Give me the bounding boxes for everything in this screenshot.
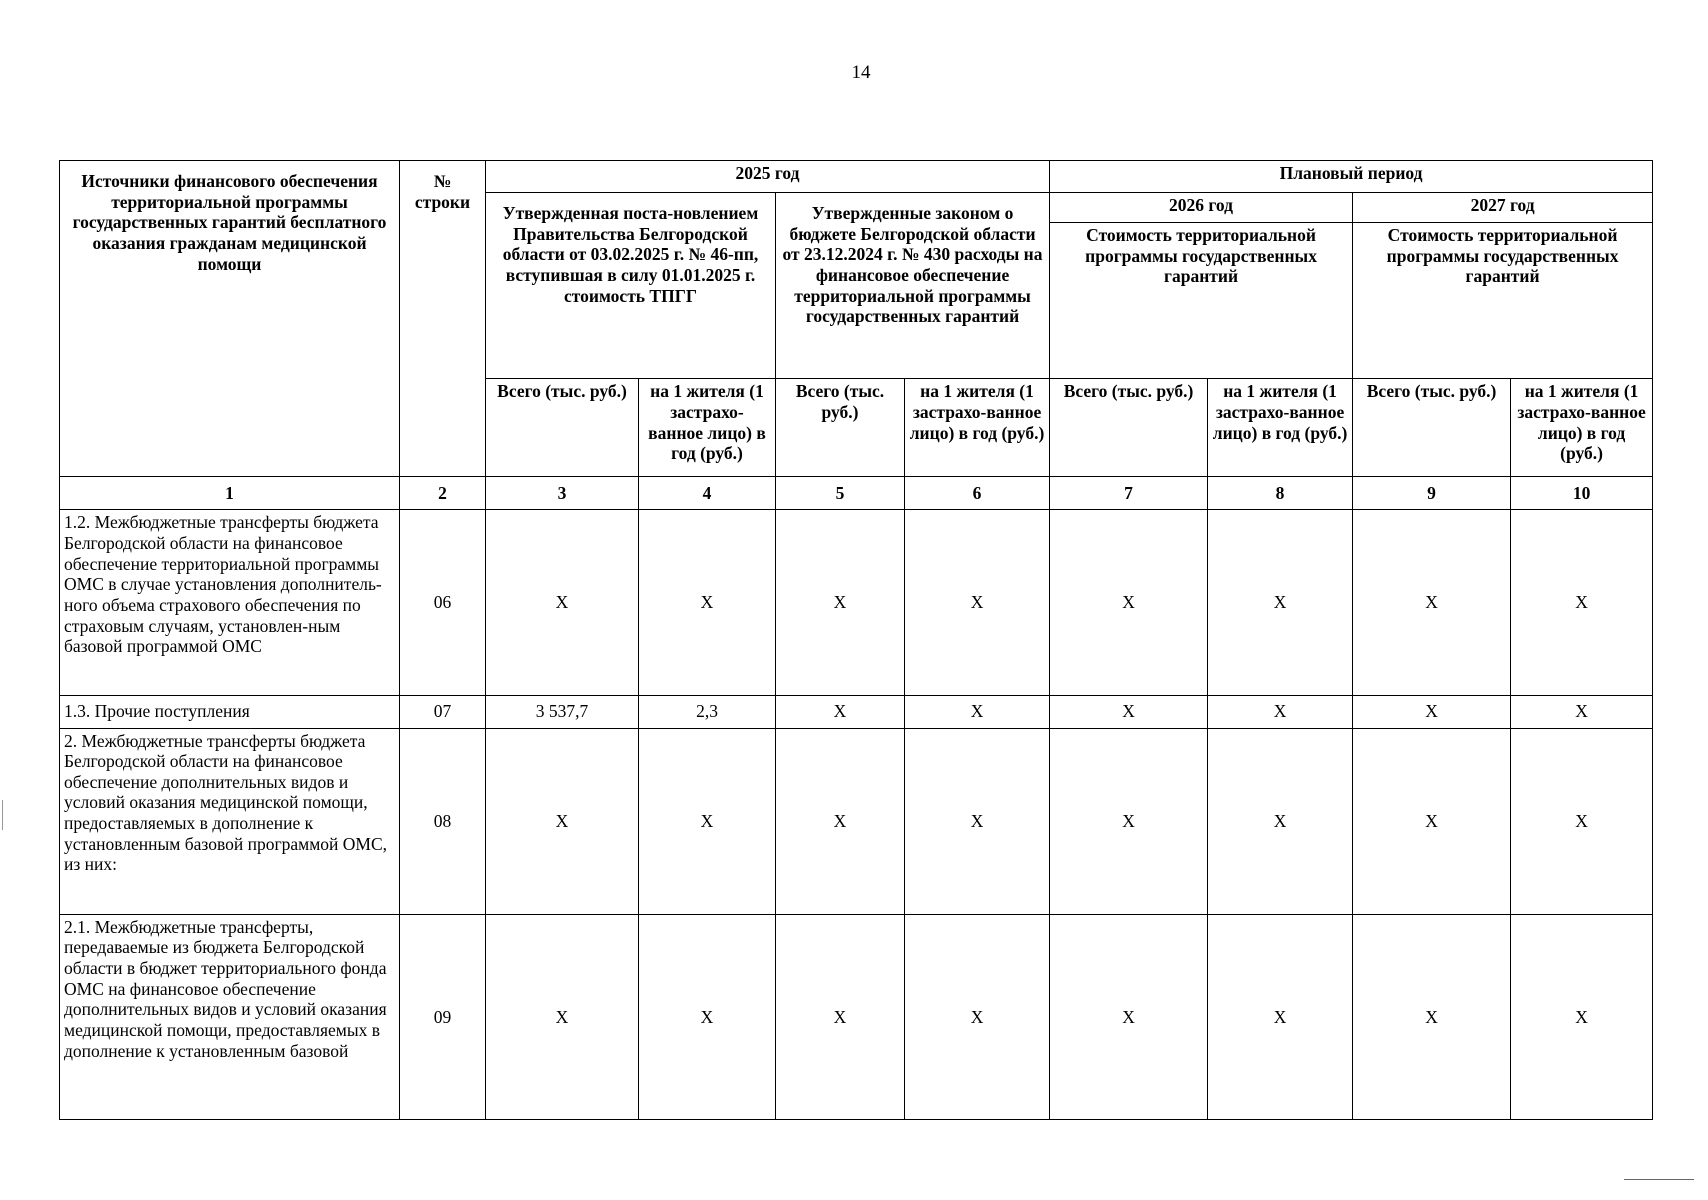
row-value: Х	[1511, 510, 1653, 695]
row-value: Х	[776, 728, 905, 914]
row-number: 06	[400, 510, 486, 695]
header-per-resident: на 1 жителя (1 застрахо-ванное лицо) в год (руб.)	[1208, 379, 1353, 477]
row-value: Х	[1208, 695, 1353, 728]
header-year-2027: 2027 год	[1353, 193, 1653, 223]
column-number: 6	[905, 477, 1050, 510]
header-per-resident: на 1 жителя (1 застрахо-ванное лицо) в год (руб.)	[905, 379, 1050, 477]
header-year-2026: 2026 год	[1050, 193, 1353, 223]
row-source: 1.2. Межбюджетные трансферты бюджета Белгородской области на финансовое обеспечение территориальной программы ОМС в случае установления дополнитель-ного объема страхового обеспечения по страховым случаям, установлен-ным базовой программой ОМС	[60, 510, 400, 695]
row-value: Х	[1208, 510, 1353, 695]
scan-artifact-line	[1624, 1179, 1694, 1180]
header-cost-2026: Стоимость территориальной программы государственных гарантий	[1050, 223, 1353, 379]
table-row	[60, 728, 1653, 914]
header-year-2025: 2025 год	[486, 161, 1050, 193]
header-total: Всего (тыс. руб.)	[486, 379, 639, 477]
row-value: Х	[1050, 510, 1208, 695]
row-value: Х	[1353, 695, 1511, 728]
header-row-number: № строки	[400, 161, 486, 477]
row-value: Х	[639, 728, 776, 914]
page-number: 14	[851, 62, 871, 83]
row-value: Х	[1353, 914, 1511, 1119]
scan-edge-mark	[2, 800, 3, 830]
row-value: Х	[776, 510, 905, 695]
column-number: 4	[639, 477, 776, 510]
row-value: Х	[1511, 914, 1653, 1119]
column-number: 7	[1050, 477, 1208, 510]
row-value: Х	[486, 510, 639, 695]
column-number: 8	[1208, 477, 1353, 510]
row-value: Х	[1511, 728, 1653, 914]
row-value: Х	[1208, 914, 1353, 1119]
table-row	[60, 510, 1653, 695]
header-cost-2027: Стоимость территориальной программы государственных гарантий	[1353, 223, 1653, 379]
row-value: Х	[486, 914, 639, 1119]
row-value: 2,3	[639, 695, 776, 728]
row-value: Х	[1208, 728, 1353, 914]
table-row	[60, 695, 1653, 728]
row-value: Х	[905, 695, 1050, 728]
header-total: Всего (тыс. руб.)	[1353, 379, 1511, 477]
row-value: Х	[639, 510, 776, 695]
row-value: Х	[905, 510, 1050, 695]
header-planned-period: Плановый период	[1050, 161, 1653, 193]
row-source: 2.1. Межбюджетные трансферты, передаваемые из бюджета Белгородской области в бюджет территориального фонда ОМС на финансовое обеспечение дополнительных видов и условий оказания медицинской помощи, предоставляемых в дополнение к установленным базовой	[60, 914, 400, 1119]
header-approved-government: Утвержденная поста-новлением Правительства Белгородской области от 03.02.2025 г. № 46-пп, вступившая в силу 01.01.2025 г. стоимость ТПГГ	[486, 193, 776, 379]
column-number: 2	[400, 477, 486, 510]
header-approved-law: Утвержденные законом о бюджете Белгородской области от 23.12.2024 г. № 430 расходы на финансовое обеспечение территориальной программы государственных гарантий	[776, 193, 1050, 379]
row-value: 3 537,7	[486, 695, 639, 728]
row-source: 2. Межбюджетные трансферты бюджета Белгородской области на финансовое обеспечение дополнительных видов и условий оказания медицинской помощи, предоставляемых в дополнение к установленным базовой программой ОМС, из них:	[60, 728, 400, 914]
financing-table	[59, 160, 1653, 1120]
column-number: 5	[776, 477, 905, 510]
row-value: Х	[1511, 695, 1653, 728]
row-number: 08	[400, 728, 486, 914]
column-numbers-row	[60, 477, 1653, 510]
header-total: Всего (тыс. руб.)	[776, 379, 905, 477]
row-value: Х	[486, 728, 639, 914]
column-number: 9	[1353, 477, 1511, 510]
header-source: Источники финансового обеспечения территориальной программы государственных гарантий бесплатного оказания гражданам медицинской помощи	[60, 161, 400, 477]
row-value: Х	[1353, 510, 1511, 695]
column-number: 10	[1511, 477, 1653, 510]
row-number: 09	[400, 914, 486, 1119]
row-value: Х	[639, 914, 776, 1119]
row-source: 1.3. Прочие поступления	[60, 695, 400, 728]
header-total: Всего (тыс. руб.)	[1050, 379, 1208, 477]
row-value: Х	[905, 728, 1050, 914]
row-value: Х	[1050, 914, 1208, 1119]
row-value: Х	[1353, 728, 1511, 914]
header-per-resident: на 1 жителя (1 застрахо-ванное лицо) в год (руб.)	[639, 379, 776, 477]
column-number: 1	[60, 477, 400, 510]
row-value: Х	[776, 914, 905, 1119]
row-number: 07	[400, 695, 486, 728]
header-per-resident: на 1 жителя (1 застрахо-ванное лицо) в год (руб.)	[1511, 379, 1653, 477]
row-value: Х	[1050, 728, 1208, 914]
column-number: 3	[486, 477, 639, 510]
row-value: Х	[776, 695, 905, 728]
table-row	[60, 914, 1653, 1119]
row-value: Х	[905, 914, 1050, 1119]
row-value: Х	[1050, 695, 1208, 728]
